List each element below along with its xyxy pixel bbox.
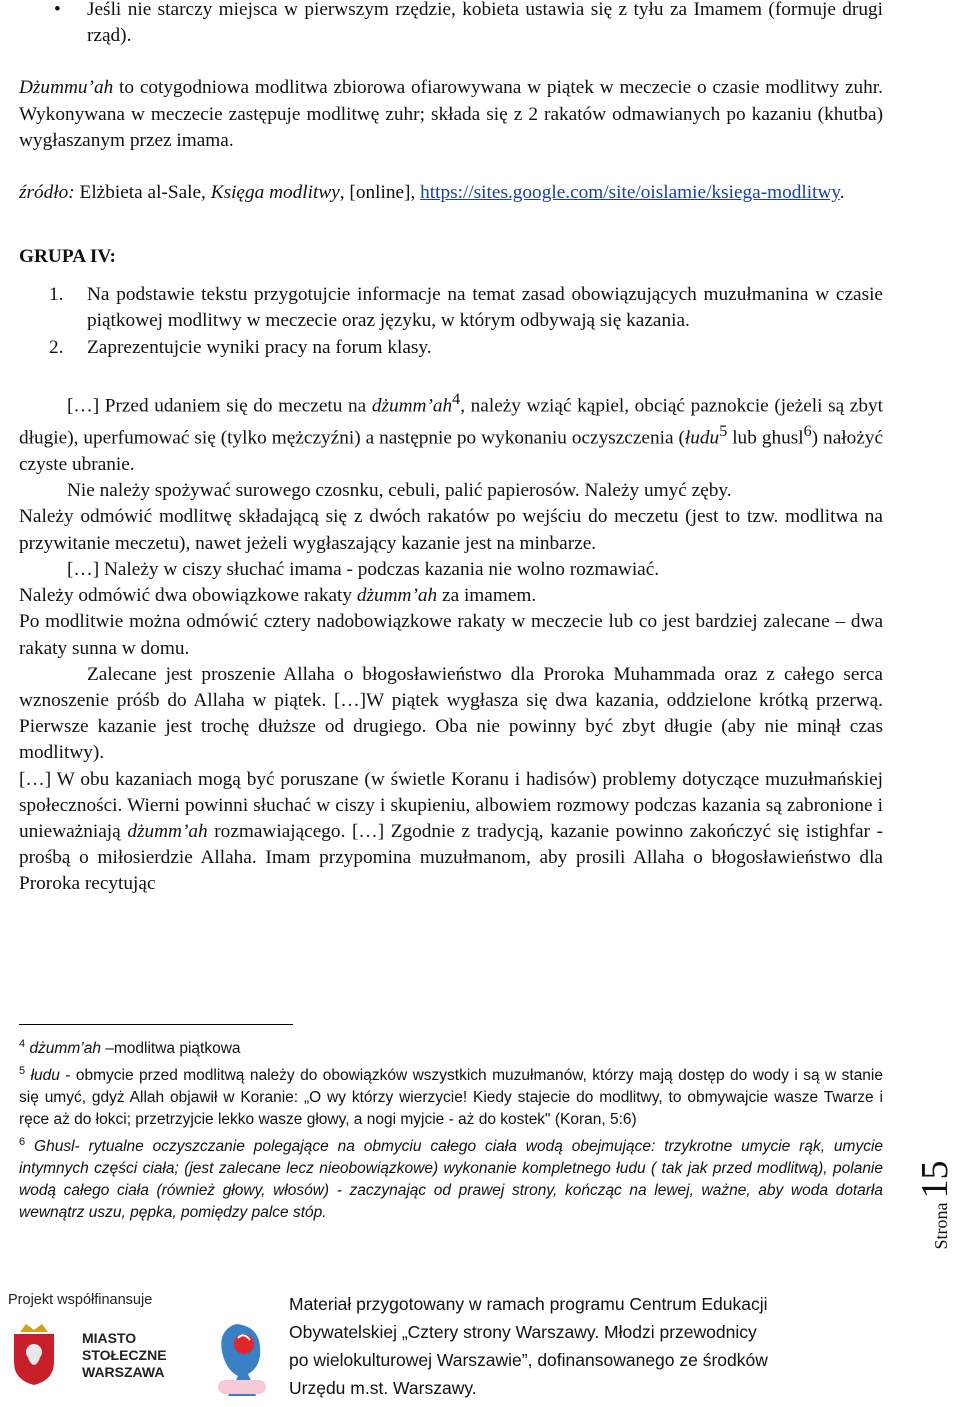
body-paragraph: Po modlitwie można odmówić cztery nadobowiązkowe rakaty w meczecie lub co jest bardziej zalecane – dwa rakaty sunna w domu. xyxy=(19,611,883,659)
footnote-ref[interactable]: 4 xyxy=(452,390,461,408)
task-text: Na podstawie tekstu przygotujcie informacje na temat zasad obowiązujących muzułmanina w czasie piątkowej modlitwy w meczecie oraz języku, w którym odbywają się kazania. xyxy=(87,284,883,332)
source-label: źródło: xyxy=(19,182,75,204)
term-dzummah: dżumm’ah xyxy=(356,585,438,607)
body-text: Należy odmówić dwa obowiązkowe rakaty xyxy=(19,585,357,607)
footnote-text: –modlitwa piątkowa xyxy=(100,1040,241,1058)
footnote-term: łudu xyxy=(30,1067,60,1085)
footer-line: Obywatelskiej „Cztery strony Warszawy. Młodzi przewodnicy xyxy=(289,1322,757,1342)
body-text: […] Przed udaniem się do meczetu na xyxy=(67,395,372,417)
task-text: Zaprezentujcie wyniki pracy na forum klasy. xyxy=(87,336,432,358)
body-text: za imamem. xyxy=(437,585,537,607)
source-link[interactable]: https://sites.google.com/site/oislamie/ksiega-modlitwy xyxy=(420,182,840,204)
body-text: , należy wziąć kąpiel, obciąć paznokcie (jeżeli są zbyt długie), uperfumować się (tylko mężczyźni) a następnie po wykonaniu oczyszczenia ( xyxy=(19,395,883,449)
footnote-text: - obmycie przed modlitwą należy do obowiązków wszystkich muzułmanów, którzy mają dostęp do wody i są w stanie się umyć, gdyż Allah objawił w Koranie: „O wy którzy wierzycie! Kiedy stajecie do modlitwy, to obmywajcie wasze Twarze i ręce aż do łokci; przetrzyjcie lekko wasze głowy, a nogi myjcie - aż do kostek" (Koran, 5:6) xyxy=(19,1067,883,1129)
task-item xyxy=(19,282,883,334)
term-dzummah: dżumm’ah xyxy=(371,395,453,417)
warsaw-crest-icon xyxy=(10,1322,58,1386)
body-text: […] W obu kazaniach mogą być poruszane (w świetle Koranu i hadisów) problemy dotyczące muzułmańskiej społeczności. Wierni powinni słuchać w ciszy i skupieniu, albowiem rozmowy podczas kazania są zabronione i unieważniają xyxy=(19,768,883,842)
footer-logos xyxy=(8,1292,268,1402)
source-author: Elżbieta al-Sale, xyxy=(74,182,211,204)
footnote-text: Ghusl- rytualne oczyszczanie polegające na obmyciu całego ciała wodą obejmujące: trzykrotne umycie rąk, umycie intymnych części ciała; (jest zalecane lecz nieobowiązkowe) wykonanie kompletnego łudu ( tak jak przed modlitwą), polanie wodą całego ciała (również głowy, włosów) - zaczynając od prawej strony, kończąc na lewej, ważne, aby woda dotarła wewnątrz uszu, pępka, pomiędzy palce stóp. xyxy=(19,1138,884,1222)
task-number: 1. xyxy=(49,284,64,306)
body-paragraph xyxy=(19,583,883,609)
document-body xyxy=(19,0,883,898)
task-item xyxy=(19,335,883,361)
footnote-5 xyxy=(19,1060,883,1131)
source-citation xyxy=(19,180,883,206)
bullet-item xyxy=(19,0,883,49)
source-online: , [online], xyxy=(339,182,421,204)
dzumma-definition xyxy=(19,75,883,154)
footnote-4 xyxy=(19,1033,883,1060)
zakochaj-sie-w-warszawie-logo-icon xyxy=(208,1318,276,1400)
bullet-marker: • xyxy=(54,0,61,20)
dzumma-term: Dżummu’ah xyxy=(19,77,114,99)
body-text: rozmawiającego. […] Zgodnie z tradycją, kazanie powinno zakończyć się istighfar - prośbą o miłosierdzie Allaha. Imam przypomina muzułmanom, aby prosili Allaha o błogosławieństwo dla Proroka recytując xyxy=(19,820,883,895)
footer-line: Materiał przygotowany w ramach programu Centrum Edukacji xyxy=(289,1294,768,1314)
footer-note xyxy=(289,1290,889,1402)
source-title: Księga modlitwy xyxy=(210,182,340,204)
footnote-number: 4 xyxy=(19,1038,26,1050)
group-heading: GRUPA IV: xyxy=(19,246,116,268)
body-paragraph: Zalecane jest proszenie Allaha o błogosławieństwo dla Proroka Muhammada oraz z całego serca wznoszenie próśb do Allaha w piątek. […]W piątek wygłasza się dwa kazania, oddzielone krótką przerwą. Pierwsze kazanie jest trochę dłuższe od drugiego. Oba nie powinny być zbyt długie (aby nie minął czas modlitwy). xyxy=(19,663,883,764)
dzumma-definition-text: to cotygodniowa modlitwa zbiorowa ofiarowywana w piątek w meczecie o czasie modlitwy zuhr. Wykonywana w meczecie zastępuje modlitwę zuhr; składa się z 2 rakatów odmawianych po kazaniu (khutba) wygłaszanym przez imama. xyxy=(19,77,883,151)
city-line: WARSZAWA xyxy=(82,1364,165,1380)
footnote-6 xyxy=(19,1131,883,1224)
footer-line: Urzędu m.st. Warszawy. xyxy=(289,1378,477,1398)
page-number-value: 15 xyxy=(914,1160,956,1199)
body-paragraph xyxy=(19,767,883,898)
body-paragraph: Nie należy spożywać surowego czosnku, cebuli, palić papierosów. Należy umyć zęby. xyxy=(67,480,732,502)
footnote-number: 6 xyxy=(19,1136,26,1149)
city-name xyxy=(82,1330,167,1381)
body-paragraph: […] Należy w ciszy słuchać imama - podczas kazania nie wolno rozmawiać. xyxy=(67,558,660,580)
footnote-number: 5 xyxy=(19,1065,26,1078)
body-paragraph xyxy=(19,387,883,478)
task-list xyxy=(19,282,883,361)
footnote-term: dżumm’ah xyxy=(29,1040,101,1058)
city-line: MIASTO xyxy=(82,1330,137,1346)
footnote-ref[interactable]: 5 xyxy=(719,423,728,441)
cofinanced-label: Projekt współfinansuje xyxy=(8,1292,153,1308)
task-number: 2. xyxy=(49,336,64,358)
page-label: Strona xyxy=(931,1202,951,1250)
page-number xyxy=(915,1145,955,1265)
footnote-ref[interactable]: 6 xyxy=(803,423,812,441)
footer-line: po wielokulturowej Warszawie”, dofinansowanego ze środków xyxy=(289,1350,768,1370)
term-dzummah: dżumm’ah xyxy=(127,820,208,842)
footnote-separator xyxy=(19,1024,293,1025)
source-end: . xyxy=(839,182,845,204)
body-paragraph: Należy odmówić modlitwę składającą się z dwóch rakatów po wejściu do meczetu (jest to tzw. modlitwa na przywitanie meczetu), nawet jeżeli wygłaszający kazanie jest na minbarze. xyxy=(19,506,883,554)
term-ludu: łudu xyxy=(684,427,720,449)
body-text: lub ghusl xyxy=(727,427,804,449)
city-line: STOŁECZNE xyxy=(82,1347,167,1363)
bullet-text: Jeśli nie starczy miejsca w pierwszym rzędzie, kobieta ustawia się z tyłu za Imamem (formuje drugi rząd). xyxy=(87,0,883,47)
body-text: ) nałożyć czyste ubranie. xyxy=(19,427,884,476)
footnotes xyxy=(19,1033,883,1224)
